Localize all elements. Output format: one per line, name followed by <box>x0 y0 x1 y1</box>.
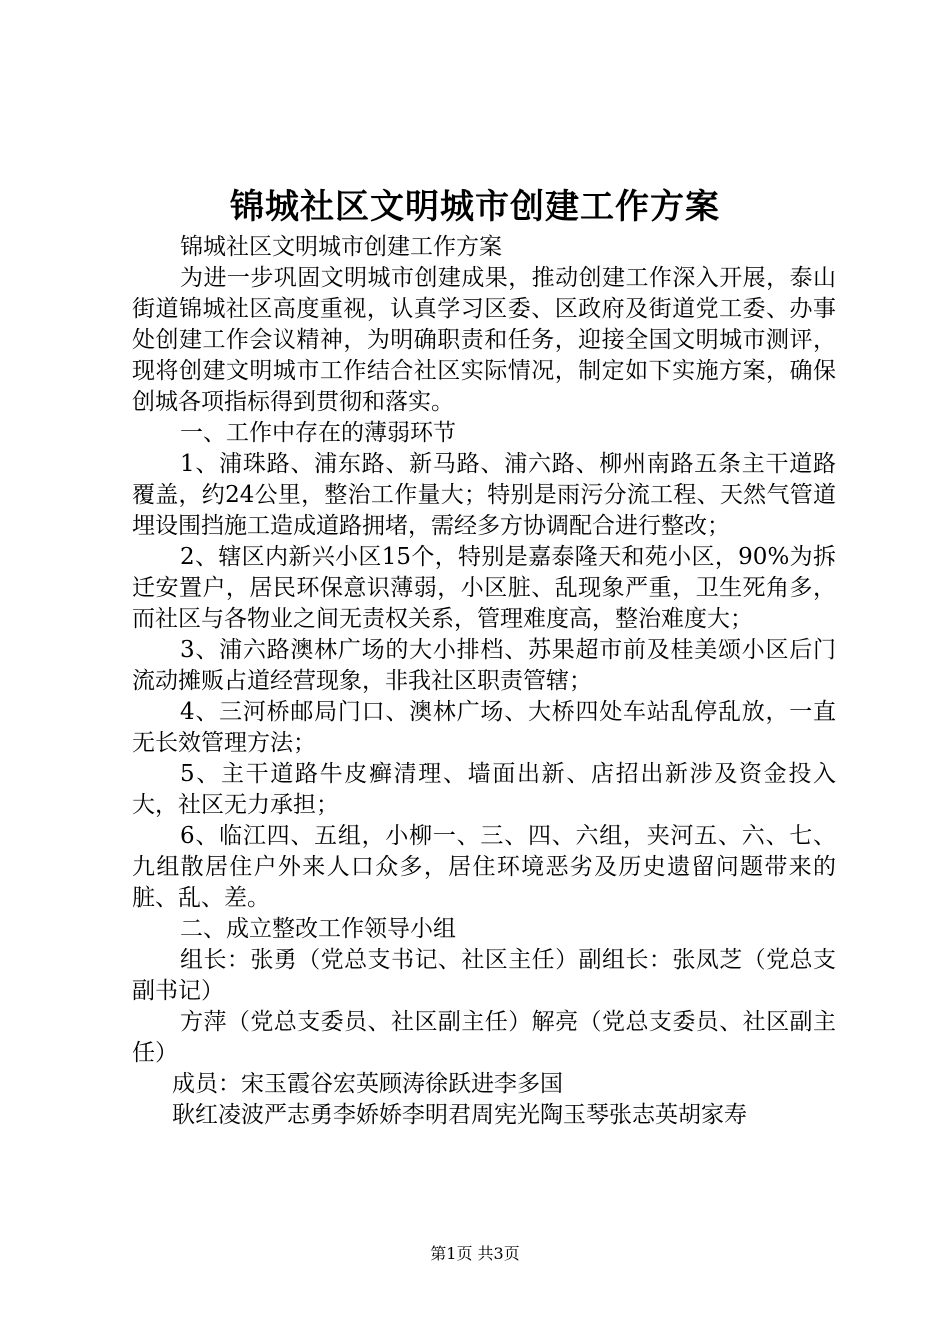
weak-point-1: 1、浦珠路、浦东路、新马路、浦六路、柳州南路五条主干道路覆盖，约24公里，整治工作量大；特别是雨污分流工程、天然气管道埋设围挡施工造成道路拥堵，需经多方协调配合进行整改； <box>132 451 836 539</box>
members-paragraph: 成员：宋玉霞谷宏英顾涛徐跃进李多国 <box>172 1071 563 1097</box>
deputy-paragraph: 方萍（党总支委员、社区副主任）解亮（党总支委员、社区副主任） <box>132 1009 836 1066</box>
weak-point-5: 5、主干道路牛皮癣清理、墙面出新、店招出新涉及资金投入大，社区无力承担； <box>132 761 836 818</box>
subtitle-paragraph: 锦城社区文明城市创建工作方案 <box>180 234 502 260</box>
weak-point-2: 2、辖区内新兴小区15个，特别是嘉泰隆天和苑小区，90%为拆迁安置户，居民环保意识薄弱，小区脏、乱现象严重，卫生死角多，而社区与各物业之间无责权关系，管理难度高，整治难度大； <box>132 544 836 632</box>
weak-point-3: 3、浦六路澳林广场的大小排档、苏果超市前及桂美颂小区后门流动摊贩占道经营现象，非我社区职责管辖； <box>132 637 836 694</box>
members-list-paragraph: 耿红凌波严志勇李娇娇李明君周宪光陶玉琴张志英胡家寿 <box>172 1102 747 1128</box>
document-title: 锦城社区文明城市创建工作方案 <box>230 187 720 227</box>
leader-paragraph: 组长：张勇（党总支书记、社区主任）副组长：张凤芝（党总支副书记） <box>132 947 836 1004</box>
document-body <box>132 232 836 1131</box>
intro-paragraph: 为进一步巩固文明城市创建成果，推动创建工作深入开展，泰山街道锦城社区高度重视，认真学习区委、区政府及街道党工委、办事处创建工作会议精神，为明确职责和任务，迎接全国文明城市测评，现将创建文明城市工作结合社区实际情况，制定如下实施方案，确保创城各项指标得到贯彻和落实。 <box>132 265 836 415</box>
section-heading-weak-points: 一、工作中存在的薄弱环节 <box>180 420 456 446</box>
section-heading-leadership: 二、成立整改工作领导小组 <box>180 916 456 942</box>
weak-point-4: 4、三河桥邮局门口、澳林广场、大桥四处车站乱停乱放，一直无长效管理方法； <box>132 699 836 756</box>
page-number-footer: 第1页 共3页 <box>430 1244 520 1263</box>
weak-point-6: 6、临江四、五组，小柳一、三、四、六组，夹河五、六、七、九组散居住户外来人口众多，居住环境恶劣及历史遗留问题带来的脏、乱、差。 <box>132 823 836 911</box>
